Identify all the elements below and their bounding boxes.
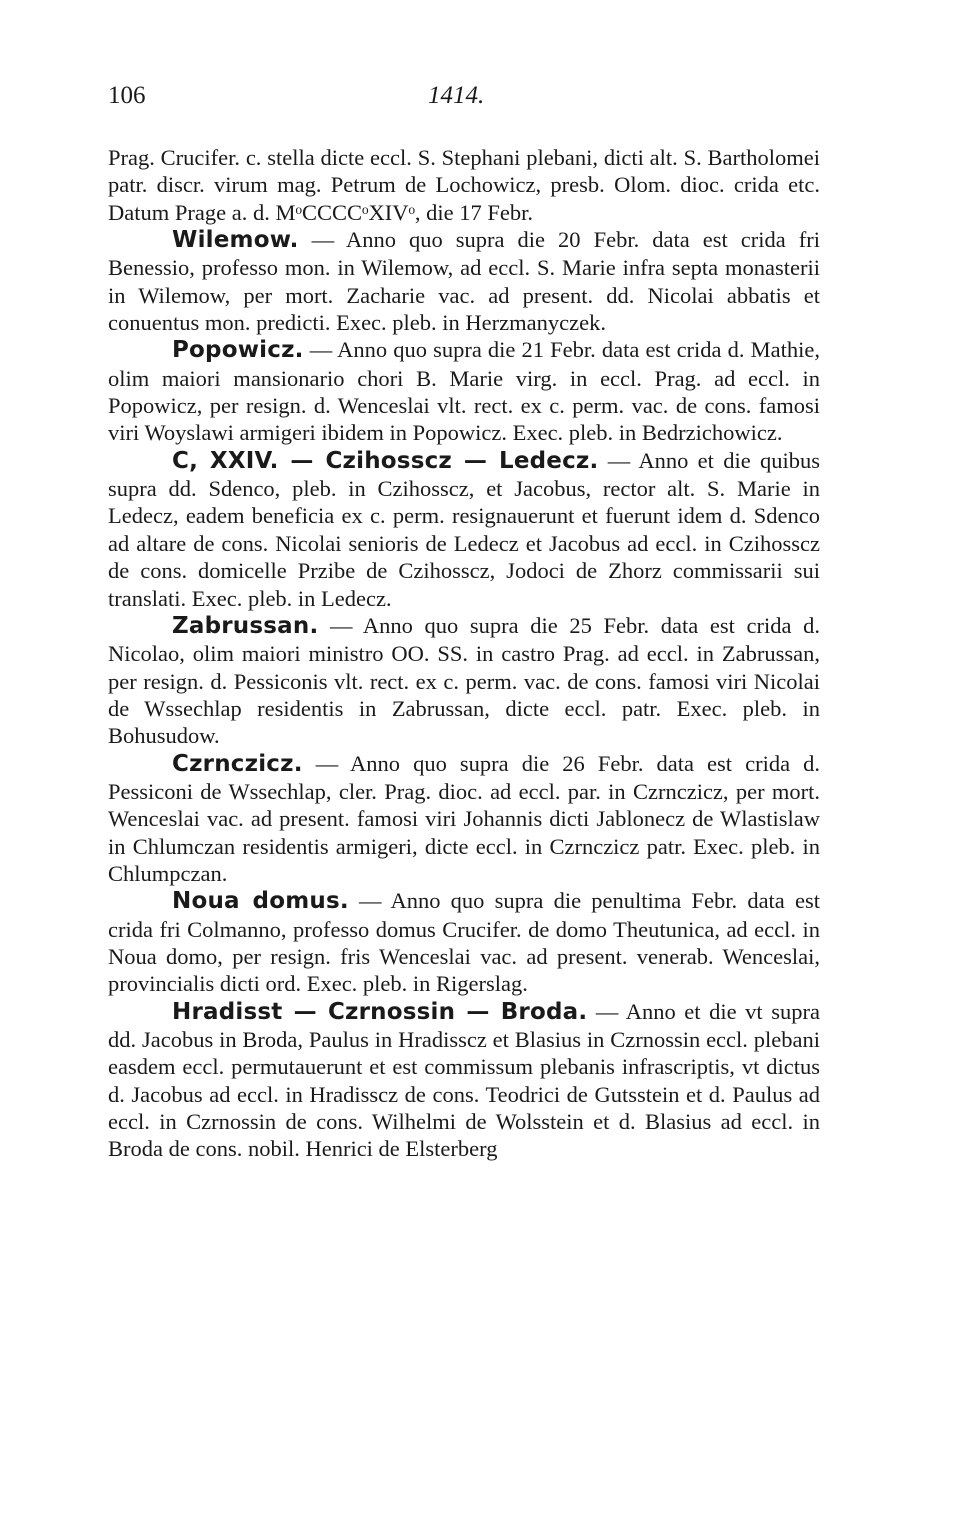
page-header xyxy=(108,82,820,122)
entry-text: — Anno et die quibus supra dd. Sdenco, pleb. in Czihosscz, et Jacobus, rector alt. S. Marie in Ledecz, eadem beneficia ex c. perm. resignauerunt et fuerunt idem d. Sdenco ad altare de cons. Nicolai senioris de Ledecz et Jacobus ad eccl. in Czihosscz de cons. domicelle Przibe de Czihosscz, Jodoci de Zhorz commissarii sui translati. Exec. pleb. in Ledecz. xyxy=(108,447,820,611)
body-text xyxy=(108,144,820,1163)
entry xyxy=(108,336,820,446)
entry-heading: Popowicz. xyxy=(172,337,304,364)
entry xyxy=(108,447,820,612)
entry xyxy=(108,226,820,336)
entry xyxy=(108,887,820,997)
entry-text: — Anno quo supra die penultima Febr. data est crida fri Colmanno, professo domus Crucifer. de domo Theutunica, ad eccl. in Noua domo, per resign. fris Wenceslai vac. ad present. venerab. Wenceslai, provincialis dicti ord. Exec. pleb. in Rigerslag. xyxy=(108,888,820,997)
entry-text: — Anno quo supra die 25 Febr. data est crida d. Nicolao, olim maiori ministro OO. SS. in castro Prag. ad eccl. in Zabrussan, per resign. d. Pessiconis vlt. rect. ex c. perm. vac. de cons. famosi viri Nicolai de Wssechlap residentis in Zabrussan, dicte eccl. patr. Exec. pleb. in Bohusudow. xyxy=(108,612,820,749)
running-year: 1414. xyxy=(428,82,485,109)
entry xyxy=(108,750,820,888)
entry-text: — Anno quo supra die 20 Febr. data est crida fri Benessio, professo mon. in Wilemow, ad eccl. S. Marie infra septa monasterii in Wilemow, per mort. Zacharie vac. ad present. dd. Nicolai abbatis et conuentus mon. predicti. Exec. pleb. in Herzmanyczek. xyxy=(108,227,820,336)
entry-text: — Anno quo supra die 21 Febr. data est crida d. Mathie, olim maiori mansionario chori B. Marie virg. in eccl. Prag. ad eccl. in Popowicz, per resign. d. Wenceslai vlt. rect. ex c. perm. vac. de cons. famosi viri Woyslawi armigeri ibidem in Popowicz. Exec. pleb. in Bedrzichowicz. xyxy=(108,337,820,446)
document-page xyxy=(108,82,820,1163)
entry xyxy=(108,612,820,750)
page-number: 106 xyxy=(108,82,146,109)
entry-text: — Anno et die vt supra dd. Jacobus in Broda, Paulus in Hradisscz et Blasius in Czrnossin eccl. plebani easdem eccl. permutauerunt et est commissum plebanis infrascriptis, vt dictus d. Jacobus ad eccl. in Hradisscz de cons. Teodrici de Gutsstein et d. Paulus ad eccl. in Czrnossin de cons. Wilhelmi de Wolsstein et d. Blasius ad eccl. in Broda de cons. nobil. Henrici de Elsterberg xyxy=(108,998,820,1162)
entry xyxy=(108,144,820,226)
entry xyxy=(108,998,820,1163)
entry-heading: Zabrussan. xyxy=(172,612,319,639)
entry-heading: Hradisst — Czrnossin — Broda. xyxy=(172,998,588,1025)
entry-text: Prag. Crucifer. c. stella dicte eccl. S. Stephani plebani, dicti alt. S. Bartholomei patr. discr. virum mag. Petrum de Lochowicz, presb. Olom. dioc. crida etc. Datum Prage a. d. MᵒCCCCᵒXIVᵒ, die 17 Febr. xyxy=(108,145,820,225)
entry-heading: Noua domus. xyxy=(172,888,349,915)
entry-heading: C, XXIV. — Czihosscz — Ledecz. xyxy=(172,447,599,474)
entry-heading: Czrnczicz. xyxy=(172,750,303,777)
entry-heading: Wilemow. xyxy=(172,227,299,254)
entry-text: — Anno quo supra die 26 Febr. data est crida d. Pessiconi de Wssechlap, cler. Prag. dioc. ad eccl. par. in Czrnczicz, per mort. Wenceslai vac. ad present. famosi viri Johannis dicti Jablonecz de Wlastislaw in Chlumczan residentis armigeri, dicte eccl. in Czrnczicz patr. Exec. pleb. in Chlumpczan. xyxy=(108,750,820,886)
